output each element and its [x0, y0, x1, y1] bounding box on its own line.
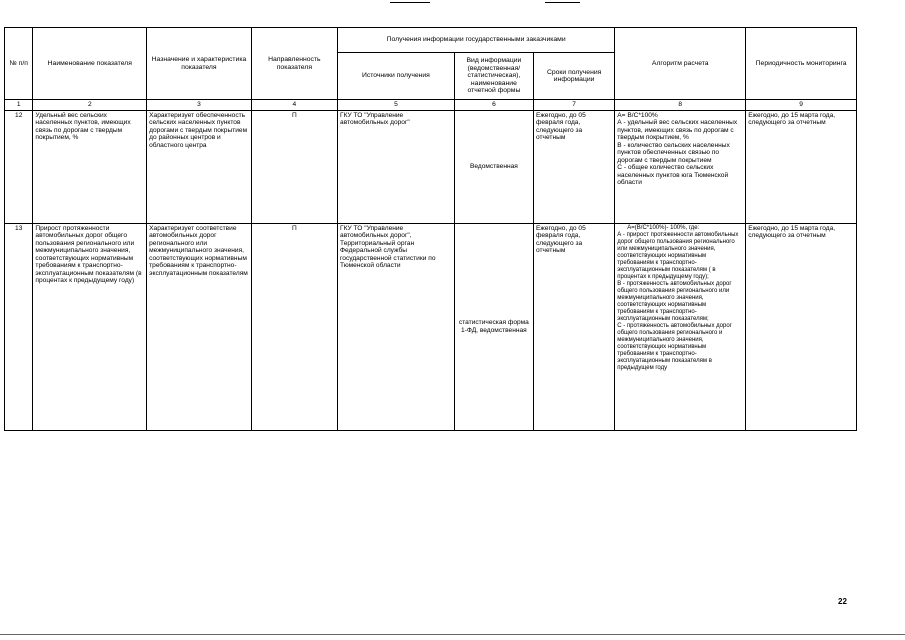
scan-artifact-top: [390, 2, 430, 3]
algorithm-line: А=(В/С*100%)- 100%, где:: [627, 224, 700, 231]
row-no: 12: [5, 110, 33, 223]
scan-artifact-bottom: [0, 634, 905, 635]
row-source: ГКУ ТО "Управление автомобильных дорог": [338, 110, 455, 223]
row-algorithm: [615, 110, 746, 223]
row-terms: Ежегодно, до 05 февраля года, следующего за отчетным: [534, 110, 615, 223]
col-number: 3: [147, 100, 252, 111]
col-number: 6: [454, 100, 533, 111]
scan-artifact-top: [545, 2, 580, 3]
header-algorithm: Алгоритм расчета: [615, 28, 746, 100]
header-terms: Сроки получения информации: [534, 53, 615, 100]
row-terms: Ежегодно, до 05 февраля года, следующего за отчетным: [534, 223, 615, 430]
algorithm-line: В - количество сельских населенных пунктов обеспеченных связью по дорогам с твердым покрытием: [617, 141, 730, 164]
algorithm-line: С - общее количество сельских населенных пунктов юга Тюменской области: [617, 164, 729, 186]
header-row-1: [5, 28, 857, 53]
row-period: Ежегодно, до 15 марта года, следующего за отчетным: [746, 223, 857, 430]
col-number: 2: [33, 100, 147, 111]
table-row: [5, 223, 857, 430]
header-purpose: Назначение и характеристика показателя: [147, 28, 252, 100]
column-numbers-row: [5, 100, 857, 111]
col-number: 4: [251, 100, 337, 111]
col-number: 1: [5, 100, 33, 111]
row-algorithm: [615, 223, 746, 430]
row-kind: Ведомственная: [454, 110, 533, 223]
header-kind: Вид информации (ведомственная/ статистическая), наименование отчетной формы: [454, 53, 533, 100]
col-number: 5: [338, 100, 455, 111]
row-name: Прирост протяженности автомобильных дорог общего пользования регионального или межмуниципального значения, соответствующих нормативным требованиям к транспортно-эксплуатационным показателям (в процентах к предыдущему году): [33, 223, 147, 430]
row-kind: статистическая форма 1-ФД, ведомственная: [454, 223, 533, 430]
page-number: 22: [838, 597, 847, 606]
row-direction: П: [251, 110, 337, 223]
header-no: № п/п: [5, 28, 33, 100]
algorithm-line: С - протяженность автомобильных дорог общего пользования регионального и межмуниципального значения, соответствующих нормативным требованиям к транспортно-эксплуатационным показателям в предыдущем году: [617, 322, 732, 371]
header-info-group: Получения информации государственными заказчиками: [338, 28, 615, 53]
row-purpose: Характеризует обеспеченность сельских населенных пунктов дорогами с твердым покрытием до районных центров и областного центра: [147, 110, 252, 223]
header-direction: Направленность показателя: [251, 28, 337, 100]
row-name: Удельный вес сельских населенных пунктов, имеющих связь по дорогам с твердым покрытием, %: [33, 110, 147, 223]
row-purpose: Характеризует соответствие автомобильных дорог регионального или межмуниципального значения, соответствующих нормативным требованиям к транспортно-эксплуатационным показателям: [147, 223, 252, 430]
header-name: Наименование показателя: [33, 28, 147, 100]
algorithm-line: В - протяженность автомобильных дорог общего пользования регионального или межмуниципального значения, соответствующих нормативным требованиям к транспортно-эксплуатационным показателям;: [617, 280, 732, 322]
row-no: 13: [5, 223, 33, 430]
row-direction: П: [251, 223, 337, 430]
header-period: Периодичность мониторинга: [746, 28, 857, 100]
table-row: [5, 110, 857, 223]
indicators-table: [4, 27, 857, 431]
row-period: Ежегодно, до 15 марта года, следующего за отчетным: [746, 110, 857, 223]
col-number: 9: [746, 100, 857, 111]
algorithm-line: А - прирост протяженности автомобильных дорог общего пользования регионального или межмуниципального значения, соответствующих нормативным требованиям к транспортно-эксплуатационным показателям ( в процентах к предыдущему году);: [617, 231, 739, 280]
algorithm-line: А= В/С*100%: [617, 111, 658, 119]
row-source: ГКУ ТО "Управление автомобильных дорог", Территориальный орган Федеральной службы государственной статистики по Тюменской области: [338, 223, 455, 430]
header-source: Источники получения: [338, 53, 455, 100]
col-number: 7: [534, 100, 615, 111]
algorithm-line: А - удельный вес сельских населенных пунктов, имеющих связь по дорогам с твердым покрытием, %: [617, 119, 738, 141]
col-number: 8: [615, 100, 746, 111]
